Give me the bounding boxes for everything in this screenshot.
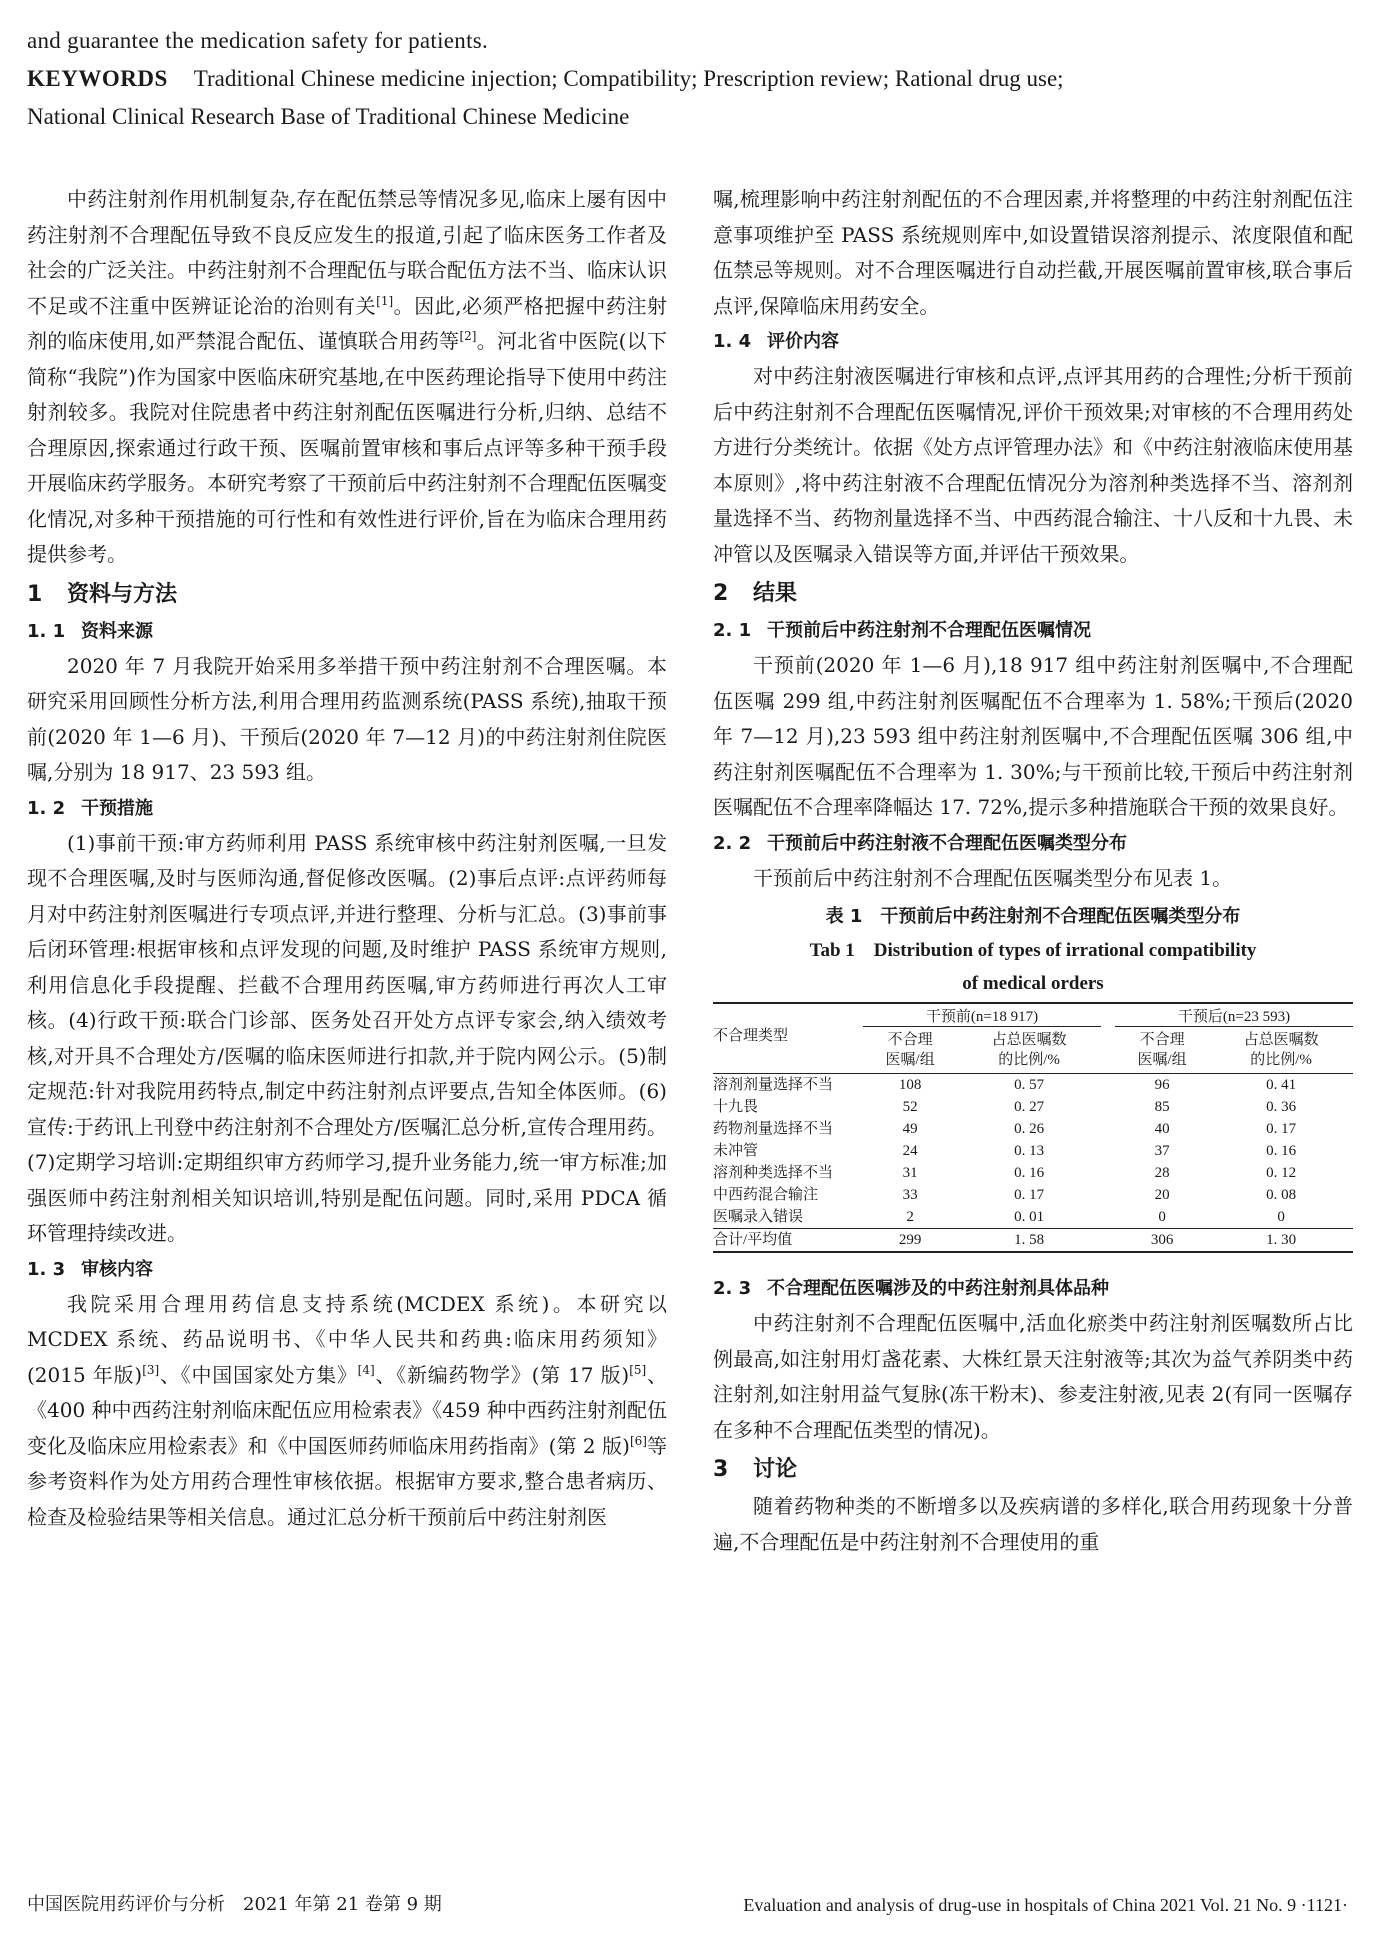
subsection-number: 2. 3	[713, 1278, 752, 1299]
subsection-2-2-text: 干预前后中药注射剂不合理配伍医嘱类型分布见表 1。	[753, 865, 1233, 890]
table-1-title-en-1: Tab 1 Distribution of types of irrational compatibility	[809, 940, 1257, 961]
section-3-heading	[713, 1453, 1353, 1486]
subsection-number: 2. 1	[713, 620, 752, 641]
table-row	[713, 1118, 1353, 1140]
footer-journal-en: Evaluation and analysis of drug-use in hospitals of China 2021 Vol. 21 No. 9 ·1121·	[743, 1895, 1348, 1915]
subsection-title: 不合理配伍医嘱涉及的中药注射剂具体品种	[767, 1278, 1109, 1299]
section-title: 结果	[753, 581, 798, 606]
cell-pct-after: 0. 41	[1266, 1077, 1297, 1093]
table-row	[713, 1206, 1353, 1229]
continued-paragraph: 嘱,梳理影响中药注射剂配伍的不合理因素,并将整理的中药注射剂配伍注意事项维护至 PASS 系统规则库中,如设置错误溶剂提示、浓度限值和配伍禁忌等规则。对不合理医嘱进行自动拦截,开展医嘱前置审核,联合事后点评,保障临床用药安全。	[713, 187, 1353, 318]
col-head-pct-before: 占总医嘱数 的比例/%	[957, 1027, 1101, 1074]
cell-pct-before: 0. 16	[1014, 1165, 1045, 1181]
cell-count-before: 33	[902, 1187, 918, 1203]
subsection-1-4-heading	[713, 324, 1353, 359]
subsection-2-2-heading	[713, 826, 1353, 861]
right-column	[713, 182, 1353, 1560]
cell-type: 溶剂种类选择不当	[713, 1165, 834, 1181]
cell-spacer	[1101, 1162, 1115, 1184]
cell-count-after: 37	[1154, 1143, 1170, 1159]
subsection-title: 评价内容	[767, 331, 839, 352]
citation-6: [6]	[629, 1433, 647, 1448]
section-title: 资料与方法	[67, 581, 178, 607]
section-number: 1	[27, 581, 43, 607]
cell-pct-before: 0. 01	[1014, 1209, 1045, 1225]
section-2-heading	[713, 577, 1353, 610]
subsection-number: 1. 1	[27, 620, 66, 642]
s13-text-e: 等参考资料作为处方用药合理性审核依据。根据审方要求,整合患者病历、检查及检验结果等相关信息。通过汇总分析干预前后中药注射剂医	[27, 1433, 667, 1529]
cell-spacer	[1101, 1229, 1115, 1253]
intro-paragraph	[27, 182, 667, 573]
cell-count-before: 49	[902, 1121, 918, 1137]
keywords-line-1	[27, 60, 1348, 98]
s13-text-d: 、《400 种中西药注射剂临床配伍应用检索表》《459 种中西药注射剂配伍变化及临床应用检索表》和《中国医师药师临床用药指南》(第 2 版)	[27, 1362, 668, 1458]
subsection-number: 1. 3	[27, 1258, 66, 1280]
cell-count-after: 85	[1154, 1099, 1170, 1115]
table-row	[713, 1074, 1353, 1097]
col-head-count-before: 不合理 医嘱/组	[863, 1027, 957, 1074]
cell-pct-after: 0. 08	[1266, 1187, 1297, 1203]
cell-pct-after: 0. 16	[1266, 1143, 1297, 1159]
cell-count-after: 20	[1154, 1187, 1170, 1203]
subsection-title: 审核内容	[81, 1258, 153, 1280]
intro-text-b: 。因此,必须严格把握中药注射剂的临床使用,如严禁混合配伍、谨慎联合用药等	[27, 293, 668, 353]
cell-count-before: 52	[902, 1099, 918, 1115]
table-1-title-en-2: of medical orders	[962, 973, 1104, 994]
subsection-number: 1. 2	[27, 797, 66, 819]
cell-type: 未冲管	[713, 1143, 759, 1159]
cell-count-before: 31	[902, 1165, 918, 1181]
table-row	[713, 1184, 1353, 1206]
cell-pct-after: 1. 30	[1209, 1229, 1353, 1253]
cell-pct-before: 1. 58	[957, 1229, 1101, 1253]
citation-5: [5]	[629, 1362, 647, 1377]
section-number: 3	[713, 1457, 729, 1482]
subsection-2-3-heading	[713, 1271, 1353, 1306]
subsection-1-1-heading	[27, 614, 667, 649]
s13-text-c: 、《新编药物学》(第 17 版)	[374, 1362, 630, 1387]
table-row	[713, 1140, 1353, 1162]
table-1-body	[713, 1074, 1353, 1253]
cell-pct-after: 0	[1277, 1209, 1285, 1225]
cell-pct-before: 0. 17	[1014, 1187, 1045, 1203]
section-3-text: 随着药物种类的不断增多以及疾病谱的多样化,联合用药现象十分普遍,不合理配伍是中药注射剂不合理使用的重	[713, 1494, 1353, 1554]
left-column	[27, 182, 667, 1535]
subsection-1-1-text: 2020 年 7 月我院开始采用多举措干预中药注射剂不合理医嘱。本研究采用回顾性分析方法,利用合理用药监测系统(PASS 系统),抽取干预前(2020 年 1—6 月)、干预后(2020 年 7—12 月)的中药注射剂住院医嘱,分别为 18 917、23 593 组。	[27, 653, 667, 784]
cell-type: 医嘱录入错误	[713, 1209, 804, 1225]
table-total-row	[713, 1229, 1353, 1253]
subsection-1-3-heading	[27, 1252, 667, 1287]
cell-count-before: 108	[898, 1077, 922, 1093]
cell-pct-after: 0. 12	[1266, 1165, 1297, 1181]
cell-count-before: 24	[902, 1143, 918, 1159]
table-1-title-cn: 表 1 干预前后中药注射剂不合理配伍医嘱类型分布	[825, 906, 1241, 927]
col-group-before: 干预前(n=18 917)	[863, 1003, 1101, 1027]
footer-journal-cn: 中国医院用药评价与分析 2021 年第 21 卷第 9 期	[27, 1894, 442, 1915]
keywords-label: KEYWORDS	[27, 66, 168, 91]
cell-type: 溶剂剂量选择不当	[713, 1077, 834, 1093]
subsection-1-2-text: (1)事前干预:审方药师利用 PASS 系统审核中药注射剂医嘱,一旦发现不合理医嘱,及时与医师沟通,督促修改医嘱。(2)事后点评:点评药师每月对中药注射剂医嘱进行专项点评,并进行整理、分析与汇总。(3)事前事后闭环管理:根据审核和点评发现的问题,及时维护 PASS 系统审方规则,利用信息化手段提醒、拦截不合理用药医嘱,审方药师进行再次人工审核。(4)行政干预:联合门诊部、医务处召开处方点评专家会,纳入绩效考核,对开具不合理处方/医嘱的临床医师进行扣款,并于院内网公示。(5)制定规范:针对我院用药特点,制定中药注射剂点评要点,告知全体医师。(6)宣传:于药讯上刊登中药注射剂不合理处方/医嘱汇总分析,宣传合理用药。(7)定期学习培训:定期组织审方药师学习,提升业务能力,统一审方标准;加强医师中药注射剂相关知识培训,特别是配伍问题。同时,采用 PDCA 循环管理持续改进。	[27, 830, 667, 1245]
citation-2: [2]	[459, 329, 477, 343]
cell-spacer	[1101, 1118, 1115, 1140]
cell-pct-before: 0. 27	[1014, 1099, 1045, 1115]
subsection-title: 资料来源	[81, 620, 153, 642]
subsection-2-3-text: 中药注射剂不合理配伍医嘱中,活血化瘀类中药注射剂医嘱数所占比例最高,如注射用灯盏花素、大株红景天注射液等;其次为益气养阴类中药注射剂,如注射用益气复脉(冻干粉末)、参麦注射液,见表 2(有同一医嘱存在多种不合理配伍类型的情况)。	[713, 1311, 1353, 1442]
cell-count-before: 2	[906, 1209, 914, 1225]
page	[27, 22, 1353, 1922]
col-head-type: 不合理类型	[713, 1003, 863, 1074]
cell-count-after: 306	[1115, 1229, 1209, 1253]
cell-spacer	[1101, 1096, 1115, 1118]
intro-text-c: 。河北省中医院(以下简称“我院”)作为国家中医临床研究基地,在中医药理论指导下使用中药注射剂较多。我院对住院患者中药注射剂配伍医嘱进行分析,归纳、总结不合理原因,探索通过行政干预、医嘱前置审核和事后点评等多种干预手段开展临床药学服务。本研究考察了干预前后中药注射剂不合理配伍医嘱变化情况,对多种干预措施的可行性和有效性进行评价,旨在为临床合理用药提供参考。	[27, 329, 667, 566]
cell-pct-before: 0. 13	[1014, 1143, 1045, 1159]
intro-text-a: 中药注射剂作用机制复杂,存在配伍禁忌等情况多见,临床上屡有因中药注射剂不合理配伍导致不良反应发生的报道,引起了临床医务工作者及社会的广泛关注。中药注射剂不合理配伍与联合配伍方法不当、临床认识不足或不注重中医辨证论治的治则有关	[27, 187, 667, 318]
citation-4: [4]	[357, 1362, 375, 1377]
cell-count-after: 96	[1154, 1077, 1170, 1093]
cell-pct-before: 0. 26	[1014, 1121, 1045, 1137]
s13-text-a: 我院采用合理用药信息支持系统(MCDEX 系统)。本研究以 MCDEX 系统、药品说明书、《中华人民共和药典:临床用药须知》(2015 年版)	[27, 1291, 667, 1387]
subsection-title: 干预前后中药注射剂不合理配伍医嘱情况	[767, 620, 1091, 641]
subsection-2-1-text: 干预前(2020 年 1—6 月),18 917 组中药注射剂医嘱中,不合理配伍医嘱 299 组,中药注射剂医嘱配伍不合理率为 1. 58%;干预后(2020 年 7—12 月),23 593 组中药注射剂医嘱中,不合理配伍医嘱 306 组,中药注射剂医嘱配伍不合理率为 1. 30%;与干预前比较,干预后中药注射剂医嘱配伍不合理率降幅达 17. 72%,提示多种措施联合干预的效果良好。	[713, 653, 1353, 819]
subsection-number: 2. 2	[713, 832, 752, 854]
citation-1: [1]	[376, 293, 394, 308]
cell-type: 十九畏	[713, 1099, 759, 1115]
citation-3: [3]	[142, 1362, 160, 1377]
cell-pct-before: 0. 57	[1014, 1077, 1045, 1093]
subsection-1-2-heading	[27, 791, 667, 826]
col-head-pct-after: 占总医嘱数 的比例/%	[1209, 1027, 1353, 1074]
keywords-line-2: National Clinical Research Base of Traditional Chinese Medicine	[27, 104, 630, 129]
subsection-1-4-text: 对中药注射液医嘱进行审核和点评,点评其用药的合理性;分析干预前后中药注射剂不合理配伍医嘱情况,评价干预效果;对审核的不合理用药处方进行分类统计。依据《处方点评管理办法》和《中药注射液临床使用基本原则》,将中药注射液不合理配伍情况分为溶剂种类选择不当、溶剂剂量选择不当、药物剂量选择不当、中西药混合输注、十八反和十九畏、未冲管以及医嘱录入错误等方面,并评估干预效果。	[713, 364, 1353, 566]
keywords-text-1: Traditional Chinese medicine injection; Compatibility; Prescription review; Rational drug use;	[193, 66, 1064, 91]
subsection-number: 1. 4	[713, 331, 752, 352]
subsection-title: 干预措施	[81, 797, 153, 819]
table-row	[713, 1096, 1353, 1118]
subsection-1-3-text	[27, 1287, 667, 1536]
cell-count-after: 40	[1154, 1121, 1170, 1137]
cell-spacer	[1101, 1074, 1115, 1097]
cell-type: 合计/平均值	[713, 1229, 863, 1253]
cell-count-after: 0	[1158, 1209, 1166, 1225]
cell-type: 药物剂量选择不当	[713, 1121, 834, 1137]
cell-spacer	[1101, 1206, 1115, 1229]
subsection-title: 干预前后中药注射液不合理配伍医嘱类型分布	[767, 832, 1127, 854]
cell-pct-after: 0. 17	[1266, 1121, 1297, 1137]
cell-type: 中西药混合输注	[713, 1187, 819, 1203]
cell-spacer	[1101, 1184, 1115, 1206]
table-row	[713, 1162, 1353, 1184]
cell-pct-after: 0. 36	[1266, 1099, 1297, 1115]
col-group-after: 干预后(n=23 593)	[1115, 1003, 1353, 1027]
s13-text-b: 、《中国国家处方集》	[159, 1362, 358, 1387]
section-number: 2	[713, 581, 729, 606]
section-title: 讨论	[753, 1457, 798, 1482]
section-1-heading	[27, 578, 667, 611]
abstract-tail: and guarantee the medication safety for patients.	[27, 28, 489, 53]
subsection-2-1-heading	[713, 613, 1353, 648]
table-1	[713, 1002, 1353, 1253]
col-head-count-after: 不合理 医嘱/组	[1115, 1027, 1209, 1074]
cell-count-after: 28	[1154, 1165, 1170, 1181]
cell-spacer	[1101, 1140, 1115, 1162]
cell-count-before: 299	[863, 1229, 957, 1253]
